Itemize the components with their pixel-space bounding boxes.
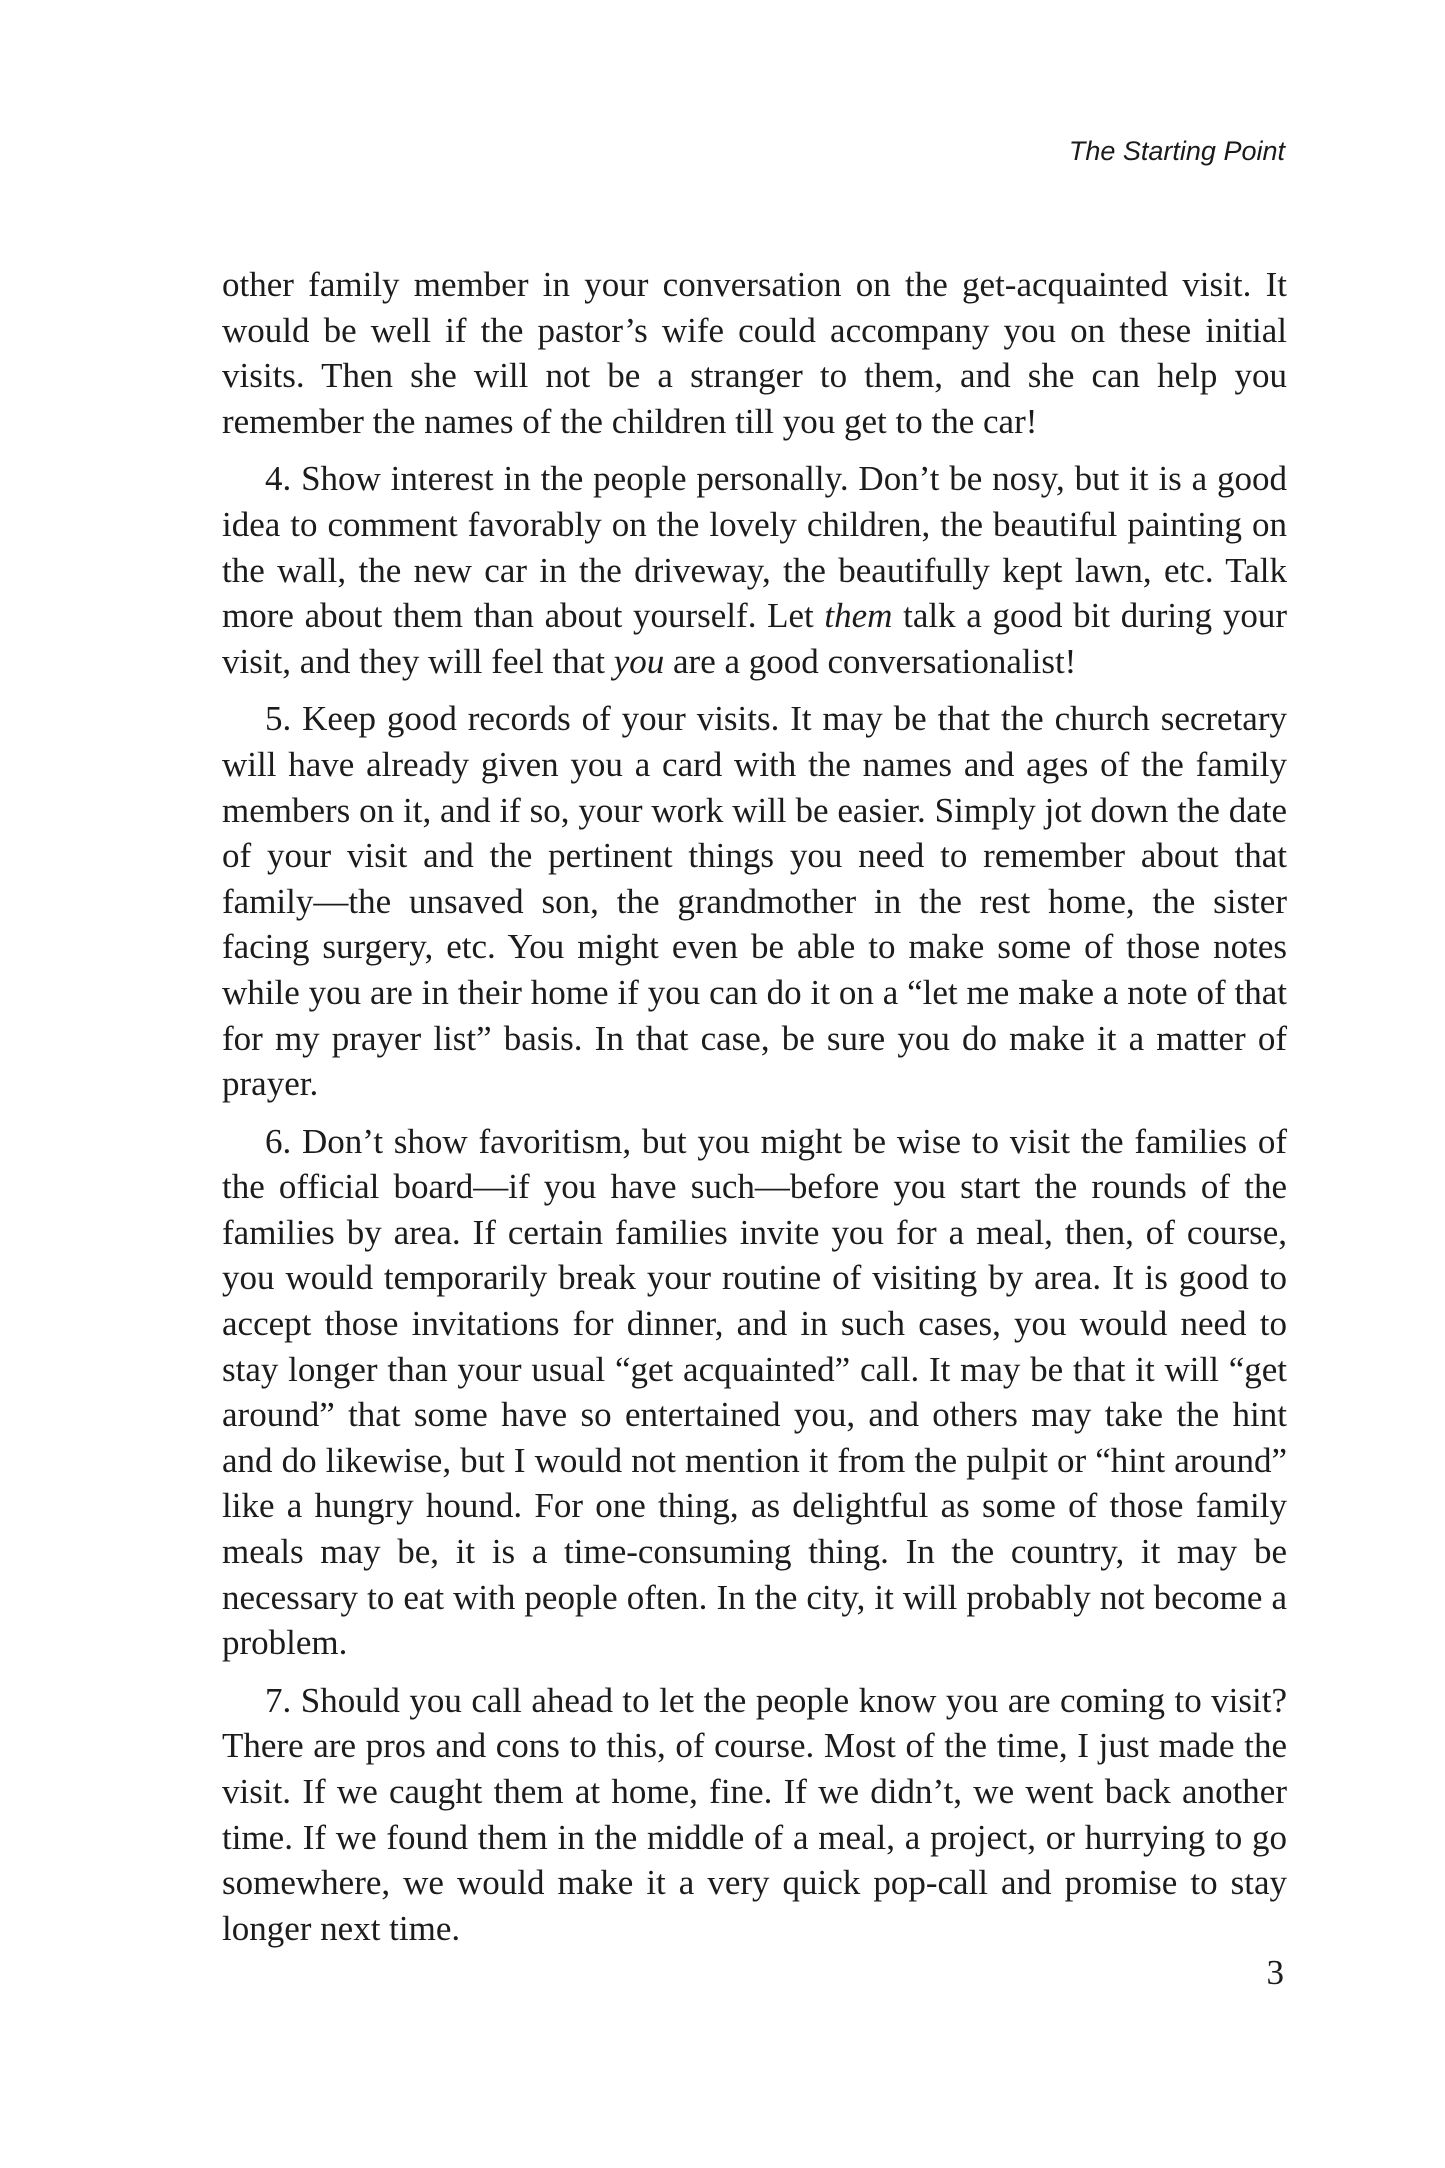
paragraph-text: 4. Show interest in the people personally. Don’t be nosy, but it is a good idea to comment favorably on the lovely children, the beautiful painting on the wall, the new car in the driveway, the beautifully kept lawn, etc. Talk more about them than about yourself. Let [222,459,1287,636]
page-number: 3 [1266,1953,1284,1992]
paragraph-item-7: 7. Should you call ahead to let the people know you are coming to visit? There are pros and cons to this, of course. Most of the time, I just made the visit. If we caught them at home, fine. If we didn’t, we went back another time. If we found them in the middle of a meal, a project, or hurrying to go somewhere, we would make it a very quick pop-call and promise to stay longer next time. [222,1680,1287,1948]
running-head: The Starting Point [1068,136,1285,166]
paragraph-item-4 [222,456,1287,684]
body-text [222,262,1287,1963]
emphasis-you: you [613,641,665,681]
paragraph-text: talk a good bit during your visit, and they will feel that [222,596,1287,681]
paragraph-continuation: other family member in your conversation on the get-acquainted visit. It would be well if the pastor’s wife could accompany you on these initial visits. Then she will not be a stranger to them, and she can help you remember the names of the children till you get to the car! [222,265,1287,441]
emphasis-them: them [824,596,893,636]
paragraph-item-6: 6. Don’t show favoritism, but you might be wise to visit the families of the official board—if you have such—before you start the rounds of the families by area. If certain families invite you for a meal, then, of course, you would temporarily break your routine of visiting by area. It is good to accept those invitations for dinner, and in such cases, you would need to stay longer than your usual “get acquainted” call. It may be that it will “get around” that some have so entertained you, and others may take the hint and do likewise, but I would not mention it from the pulpit or “hint around” like a hungry hound. For one thing, as delightful as some of those family meals may be, it is a time-consuming thing. In the country, it may be necessary to eat with people often. In the city, it will probably not become a problem. [222,1121,1287,1663]
paragraph-item-5: 5. Keep good records of your visits. It may be that the church secretary will have already given you a card with the names and ages of the family members on it, and if so, your work will be easier. Simply jot down the date of your visit and the pertinent things you need to remember about that family—the unsaved son, the grandmother in the rest home, the sister facing surgery, etc. You might even be able to make some of those notes while you are in their home if you can do it on a “let me make a note of that for my prayer list” basis. In that case, be sure you do make it a matter of prayer. [222,699,1287,1104]
paragraph-text: are a good conversationalist! [664,641,1077,681]
